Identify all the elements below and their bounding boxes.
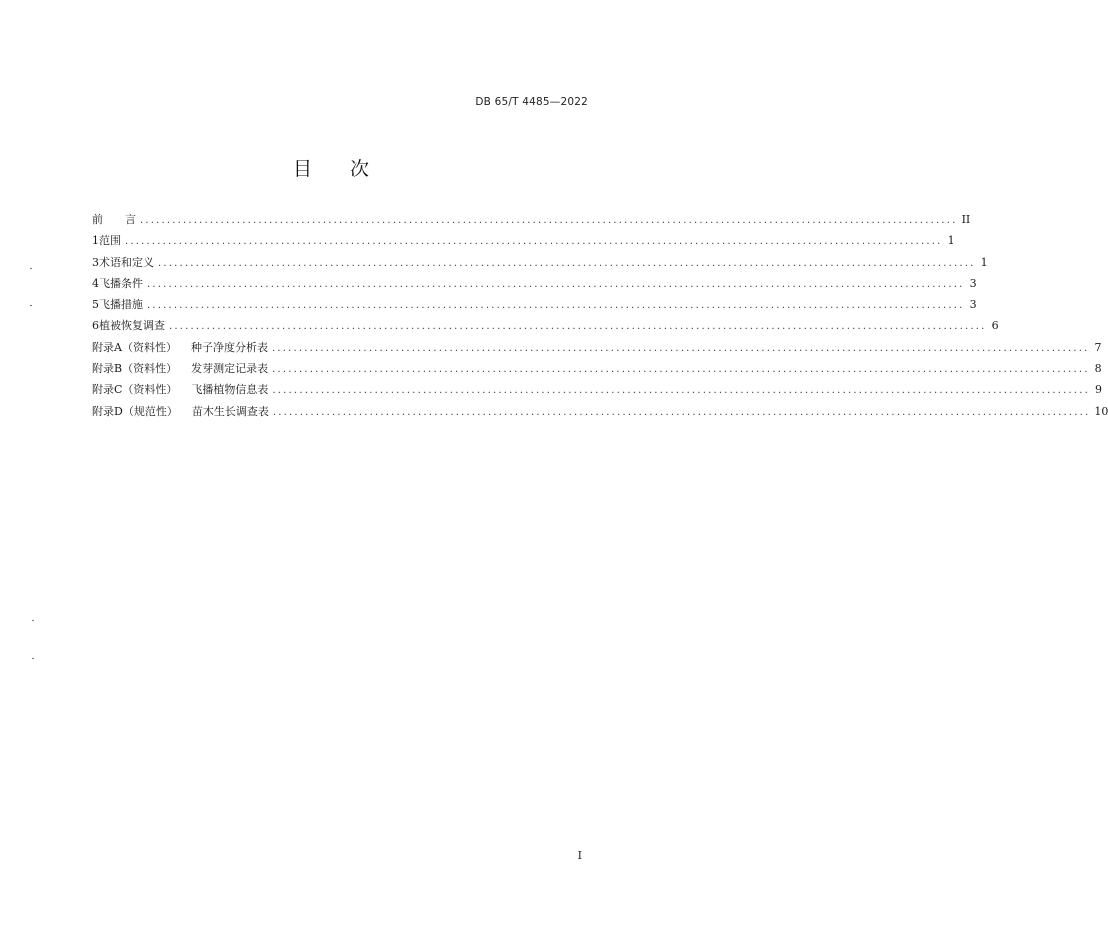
toc-entry-label: 范围 bbox=[99, 234, 121, 248]
scan-speck bbox=[30, 305, 32, 306]
toc-leader-dots: ........................................................................................................................................................ bbox=[140, 215, 958, 226]
toc-entry-page: 10 bbox=[1094, 404, 1108, 418]
toc-appendix-prefix: 附录C（资料性） bbox=[92, 383, 178, 397]
toc-entry-label: 苗木生长调查表 bbox=[191, 404, 269, 418]
scan-speck bbox=[32, 658, 34, 659]
toc-leader-dots: ........................................................................................................................................................ bbox=[272, 406, 1091, 418]
scan-speck bbox=[32, 620, 34, 621]
toc-entry-1[interactable] bbox=[92, 232, 955, 253]
toc-entry-page: 3 bbox=[969, 298, 977, 312]
toc-entry-appendix-d[interactable] bbox=[92, 403, 1108, 424]
toc-leader-dots: ........................................................................................................................................................ bbox=[158, 257, 976, 269]
toc-entry-label: 飞播条件 bbox=[99, 276, 143, 290]
toc-appendix-prefix: 附录A（资料性） bbox=[92, 340, 177, 354]
toc-entry-label: 种子净度分析表 bbox=[190, 340, 268, 354]
toc-title-char-2: 次 bbox=[350, 158, 370, 180]
toc-entry-5[interactable] bbox=[92, 296, 977, 317]
toc-appendix-prefix: 附录B（资料性） bbox=[92, 362, 178, 376]
toc-entry-page: 1 bbox=[980, 255, 988, 269]
toc-entry-number: 1 bbox=[92, 234, 99, 248]
toc-entry-page: 3 bbox=[969, 276, 977, 290]
toc-entry-appendix-a[interactable] bbox=[92, 339, 1102, 360]
table-of-contents bbox=[92, 211, 1108, 424]
scan-speck bbox=[30, 268, 32, 269]
toc-entry-preface[interactable] bbox=[92, 211, 971, 232]
toc-entry-page: II bbox=[961, 213, 971, 226]
toc-entry-number: 6 bbox=[92, 319, 99, 333]
toc-leader-dots: ........................................................................................................................................................ bbox=[272, 385, 1090, 397]
toc-entry-appendix-c[interactable] bbox=[92, 381, 1102, 402]
toc-entry-label: 发芽测定记录表 bbox=[191, 362, 269, 376]
toc-entry-label: 飞播植物信息表 bbox=[191, 383, 269, 397]
toc-entry-page: 6 bbox=[991, 319, 999, 333]
toc-title bbox=[0, 154, 662, 181]
toc-entry-page: 9 bbox=[1095, 383, 1102, 397]
toc-leader-dots: ........................................................................................................................................................ bbox=[169, 321, 987, 333]
toc-entry-number: 4 bbox=[92, 276, 99, 290]
toc-entry-label: 术语和定义 bbox=[99, 255, 154, 269]
toc-entry-number: 3 bbox=[92, 255, 99, 269]
toc-entry-label: 飞播措施 bbox=[99, 298, 143, 312]
toc-entry-label: 前 言 bbox=[92, 213, 136, 226]
toc-leader-dots: ........................................................................................................................................................ bbox=[125, 236, 943, 248]
toc-entry-page: 8 bbox=[1094, 362, 1102, 376]
toc-leader-dots: ........................................................................................................................................................ bbox=[272, 364, 1090, 376]
toc-leader-dots: ........................................................................................................................................................ bbox=[147, 278, 965, 290]
toc-entry-number: 5 bbox=[92, 298, 99, 312]
toc-entry-6[interactable] bbox=[92, 317, 999, 338]
toc-leader-dots: ........................................................................................................................................................ bbox=[271, 342, 1090, 354]
toc-leader-dots: ........................................................................................................................................................ bbox=[147, 300, 965, 312]
toc-entry-label: 植被恢复调查 bbox=[99, 319, 165, 333]
page-number: I bbox=[577, 849, 582, 862]
toc-entry-3[interactable] bbox=[92, 254, 988, 275]
toc-entry-4[interactable] bbox=[92, 275, 977, 296]
toc-appendix-prefix: 附录D（规范性） bbox=[92, 404, 178, 418]
document-code: DB 65/T 4485—2022 bbox=[475, 96, 588, 108]
toc-entry-page: 7 bbox=[1094, 340, 1102, 354]
toc-entry-page: 1 bbox=[947, 234, 955, 248]
toc-entry-appendix-b[interactable] bbox=[92, 360, 1102, 381]
toc-title-char-1: 目 bbox=[292, 158, 312, 180]
